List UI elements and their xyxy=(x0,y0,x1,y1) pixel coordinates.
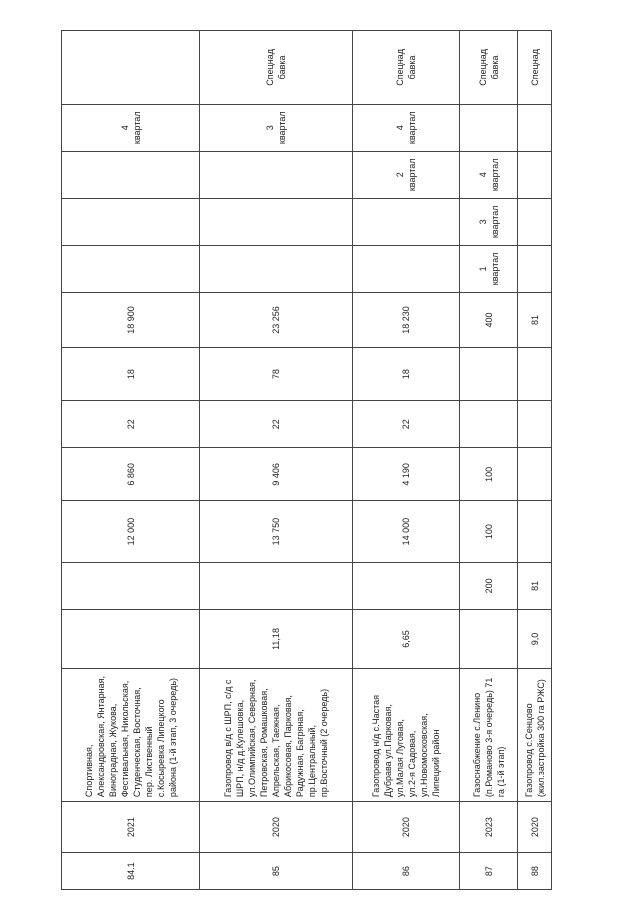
row-number: 86 xyxy=(353,853,460,890)
row-quarter-1-text: 1 квартал xyxy=(477,252,500,286)
row-quarter-3 xyxy=(353,151,460,198)
row-year: 2023 xyxy=(460,802,518,853)
row-value-b xyxy=(518,501,552,562)
row-quarter-3-text: 2 квартал xyxy=(395,158,417,192)
row-year: 2020 xyxy=(353,802,460,853)
row-organization xyxy=(353,31,460,105)
row-quarter-2 xyxy=(460,198,518,245)
row-value-c xyxy=(518,448,552,501)
row-number: 88 xyxy=(518,853,552,890)
row-organization-text: Спецнад бавка xyxy=(477,48,500,86)
row-organization xyxy=(62,31,200,105)
row-value-a xyxy=(62,562,200,609)
row-quarter-1 xyxy=(518,245,552,292)
row-quarter-4-text: 4 квартал xyxy=(395,111,417,145)
row-value-c: 100 xyxy=(460,448,518,501)
row-object-name-text: Газопровод н/д с.Частая Дубрава ул.Парковая, ул.Малая Луговая, ул.2-я Садовая, ул.Новомосковская, Липецкий район xyxy=(371,695,441,798)
row-quarter-3-text: 4 квартал xyxy=(477,158,500,192)
row-quarter-4 xyxy=(62,104,200,151)
row-total: 81 xyxy=(518,292,552,347)
row-value-e xyxy=(518,348,552,401)
row-total: 18 900 xyxy=(62,292,200,347)
row-object-name-text: Газопровод с.Сенцово (жил.застройка 300 га РЖС) xyxy=(523,679,546,798)
row-value-e: 78 xyxy=(200,348,353,401)
row-quarter-4 xyxy=(353,104,460,151)
row-quarter-2-text: 3 квартал xyxy=(477,205,500,239)
row-quarter-1 xyxy=(62,245,200,292)
row-quarter-4 xyxy=(518,104,552,151)
row-year: 2020 xyxy=(518,802,552,853)
row-length: 11,18 xyxy=(200,609,353,668)
row-value-a xyxy=(353,562,460,609)
row-quarter-3 xyxy=(460,151,518,198)
row-quarter-3 xyxy=(518,151,552,198)
row-quarter-2 xyxy=(518,198,552,245)
table-row xyxy=(353,31,460,890)
row-organization xyxy=(460,31,518,105)
table-row xyxy=(62,31,200,890)
row-quarter-4-text: 3 квартал xyxy=(265,111,287,145)
row-value-d: 22 xyxy=(353,401,460,448)
row-total: 23 256 xyxy=(200,292,353,347)
row-quarter-1 xyxy=(200,245,353,292)
row-quarter-4 xyxy=(460,104,518,151)
row-value-e: 18 xyxy=(353,348,460,401)
row-value-b: 13 750 xyxy=(200,501,353,562)
row-organization-text: Спецнад бавка xyxy=(395,48,417,86)
row-value-b: 100 xyxy=(460,501,518,562)
row-value-e xyxy=(460,348,518,401)
row-total: 18 230 xyxy=(353,292,460,347)
row-value-c: 9 406 xyxy=(200,448,353,501)
row-number: 87 xyxy=(460,853,518,890)
row-number: 85 xyxy=(200,853,353,890)
row-value-a: 200 xyxy=(460,562,518,609)
row-value-a xyxy=(200,562,353,609)
row-object-name-text: Спортивная, Александровская, Янтарная, Виноградная, Жукова, Фестивальная, Никольская, Студенческая, Восточная, пер. Лиственный с.Косыревка Липецкого района (1-й этап, 3 очередь) xyxy=(83,675,178,798)
row-year: 2020 xyxy=(200,802,353,853)
row-object-name xyxy=(460,669,518,802)
row-value-d: 22 xyxy=(200,401,353,448)
rotated-table-frame xyxy=(61,30,551,890)
row-length xyxy=(460,609,518,668)
row-value-e: 18 xyxy=(62,348,200,401)
row-value-b: 12 000 xyxy=(62,501,200,562)
table-row xyxy=(460,31,518,890)
row-value-d xyxy=(460,401,518,448)
row-quarter-2 xyxy=(62,198,200,245)
row-value-d xyxy=(518,401,552,448)
row-length xyxy=(62,609,200,668)
row-quarter-3 xyxy=(200,151,353,198)
row-quarter-2 xyxy=(353,198,460,245)
row-value-a: 81 xyxy=(518,562,552,609)
row-object-name xyxy=(200,669,353,802)
row-quarter-1 xyxy=(460,245,518,292)
row-object-name xyxy=(353,669,460,802)
row-organization xyxy=(200,31,353,105)
row-quarter-3 xyxy=(62,151,200,198)
row-organization xyxy=(518,31,552,105)
row-total: 400 xyxy=(460,292,518,347)
works-table xyxy=(61,30,552,890)
row-value-b: 14 000 xyxy=(353,501,460,562)
row-year: 2021 xyxy=(62,802,200,853)
row-object-name-text: Газоснабжение с.Ленино (п.Романово 3-я очередь) 71 га (1-й этап) xyxy=(471,677,506,798)
row-object-name xyxy=(62,669,200,802)
table-row xyxy=(200,31,353,890)
row-value-d: 22 xyxy=(62,401,200,448)
row-object-name xyxy=(518,669,552,802)
row-value-c: 6 860 xyxy=(62,448,200,501)
row-length: 6,65 xyxy=(353,609,460,668)
row-quarter-4-text: 4 квартал xyxy=(119,111,142,145)
row-quarter-2 xyxy=(200,198,353,245)
row-quarter-1 xyxy=(353,245,460,292)
row-organization-text: Спецнад xyxy=(529,48,540,86)
row-value-c: 4 190 xyxy=(353,448,460,501)
row-length: 9,0 xyxy=(518,609,552,668)
row-organization-text: Спецнад бавка xyxy=(265,48,287,86)
table-row xyxy=(518,31,552,890)
row-object-name-text: Газопровод в/д с ШРП, с/д с ШРП, н/д д.Кулешовка, ул.Олимпийская, Северная, Петровская, Ромашковая, Апрельская, Таежная, Абрикосовая, Парковая, Радужная, Багряная, пр.Центральный, пр.Восточный (2 очередь) xyxy=(223,679,329,798)
row-quarter-4 xyxy=(200,104,353,151)
row-number: 84.1 xyxy=(62,853,200,890)
